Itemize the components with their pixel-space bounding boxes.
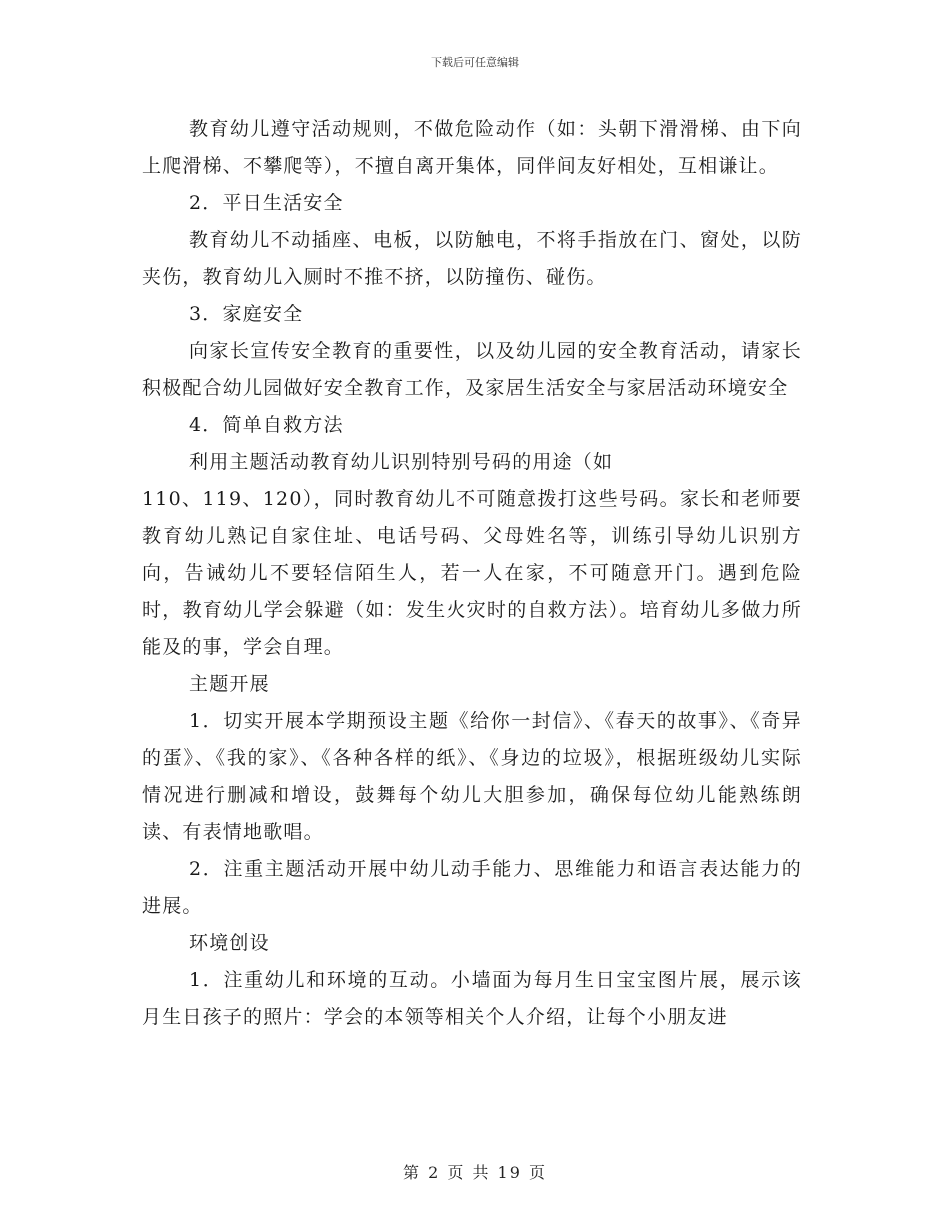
paragraph-activity-rules: 教育幼儿遵守活动规则，不做危险动作（如：头朝下滑滑梯、由下向上爬滑梯、不攀爬等），不擅自离开集体，同伴间友好相处，互相谦让。 xyxy=(142,118,802,177)
paragraph-daily-life-safety: 教育幼儿不动插座、电板，以防触电，不将手指放在门、窗处，以防夹伤，教育幼儿入厕时不推不挤，以防撞伤、碰伤。 xyxy=(142,229,802,288)
heading-daily-life-safety: 2．平日生活安全 xyxy=(189,192,344,214)
page-footer: 第 2 页 共 19 页 xyxy=(403,1163,547,1182)
paragraph-environment-item-1: 1．注重幼儿和环境的互动。小墙面为每月生日宝宝图片展，展示该月生日孩子的照片：学会的本领等相关个人介绍，让每个小朋友进 xyxy=(142,969,802,1028)
paragraph-family-safety: 向家长宣传安全教育的重要性，以及幼儿园的安全教育活动，请家长积极配合幼儿园做好安全教育工作，及家居生活安全与家居活动环境安全 xyxy=(142,340,802,399)
document-body xyxy=(142,111,802,1036)
paragraph-self-rescue-intro: 利用主题活动教育幼儿识别特别号码的用途（如 xyxy=(189,451,614,473)
paragraph-self-rescue-body: 110、119、120），同时教育幼儿不可随意拨打这些号码。家长和老师要教育幼儿熟记自家住址、电话号码、父母姓名等，训练引导幼儿识别方向，告诫幼儿不要轻信陌生人，若一人在家，不可随意开门。遇到危险时，教育幼儿学会躲避（如：发生火灾时的自救方法）。培育幼儿多做力所能及的事，学会自理。 xyxy=(142,488,802,658)
paragraph-theme-item-1: 1．切实开展本学期预设主题《给你一封信》、《春天的故事》、《奇异的蛋》、《我的家》、《各种各样的纸》、《身边的垃圾》，根据班级幼儿实际情况进行删减和增设，鼓舞每个幼儿大胆参加，确保每位幼儿能熟练朗读、有表情地歌唱。 xyxy=(142,710,802,843)
heading-theme-development: 主题开展 xyxy=(189,673,270,695)
paragraph-theme-item-2: 2．注重主题活动开展中幼儿动手能力、思维能力和语言表达能力的进展。 xyxy=(142,858,802,917)
heading-self-rescue: 4．简单自救方法 xyxy=(189,414,344,436)
heading-environment-creation: 环境创设 xyxy=(189,932,270,954)
page-header: 下载后可任意编辑 xyxy=(431,56,519,69)
heading-family-safety: 3．家庭安全 xyxy=(189,303,304,325)
